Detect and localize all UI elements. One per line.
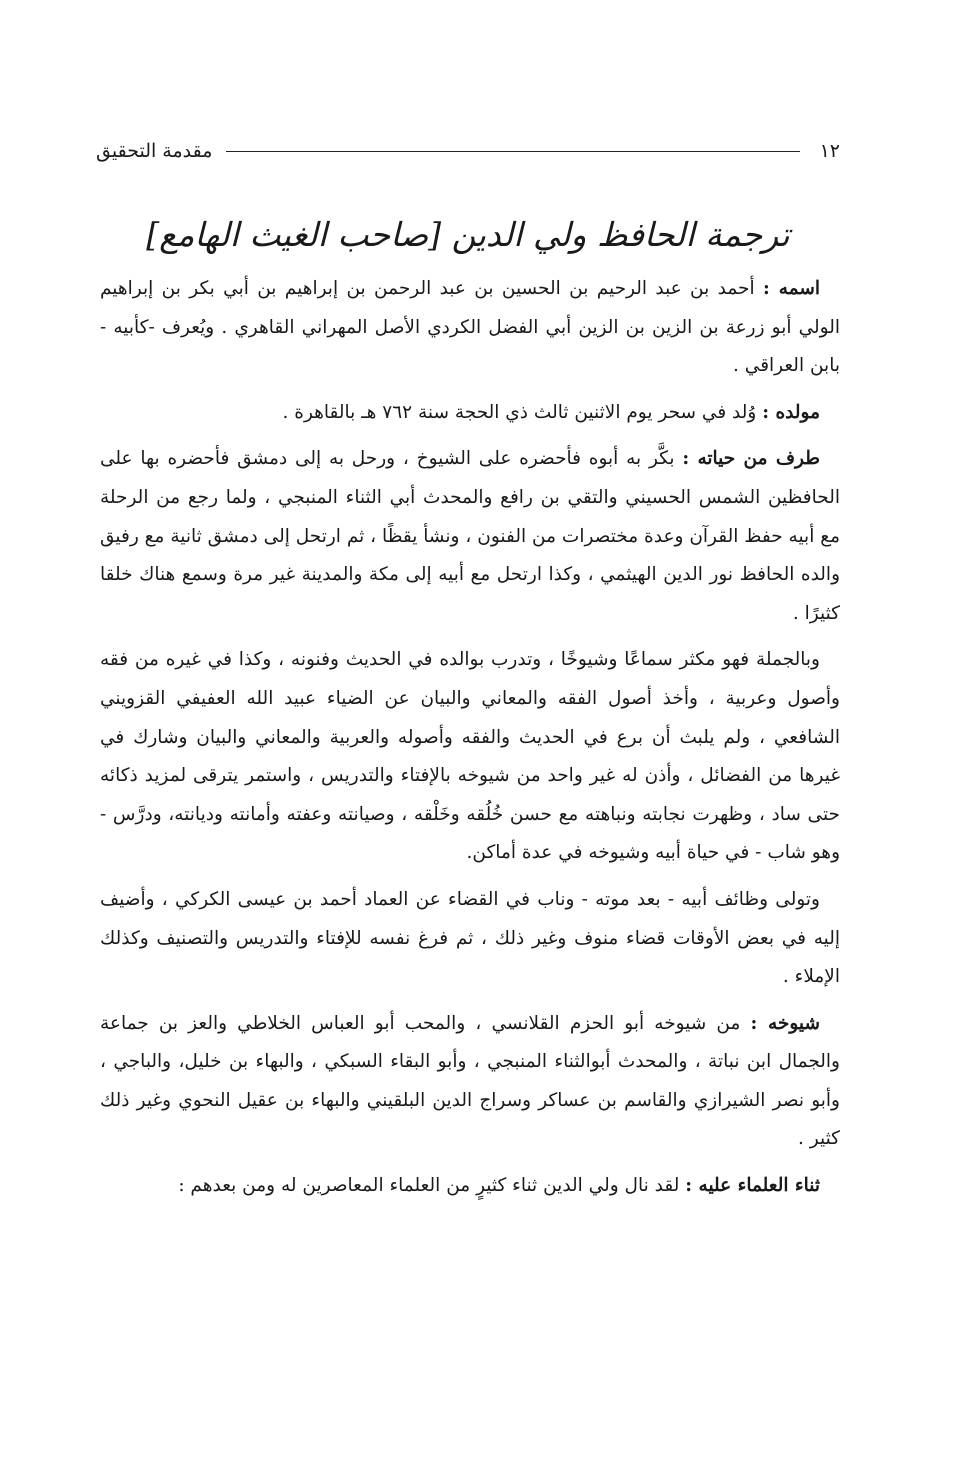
paragraph-text: وتولى وظائف أبيه - بعد موته - وناب في القضاء عن العماد أحمد بن عيسى الكركي ، وأضيف إليه في بعض الأوقات قضاء منوف وغير ذلك ، ثم فرغ نفسه للإفتاء والتدريس والتصنيف وكذلك الإملاء . (100, 888, 840, 988)
paragraph-text: من شيوخه أبو الحزم القلانسي ، والمحب أبو العباس الخلاطي والعز بن جماعة والجمال ابن نباتة ، والمحدث أبوالثناء المنبجي ، وأبو البقاء السبكي ، والبهاء بن خليل، والباجي ، وأبو نصر الشيرازي والقاسم بن عساكر وسراج الدين البلقيني والبهاء بن عقيل النحوي وغير ذلك كثير . (100, 1012, 840, 1150)
paragraph-offices (100, 881, 840, 997)
paragraph-text: وُلد في سحر يوم الاثنين ثالث ذي الحجة سنة ٧٦٢ هـ بالقاهرة . (282, 401, 763, 423)
paragraph-life (100, 440, 840, 633)
paragraph-lead: مولده : (762, 401, 820, 423)
paragraph-lead: اسمه : (762, 278, 820, 299)
body-text (100, 270, 840, 1214)
paragraph-lead: ثناء العلماء عليه : (685, 1175, 820, 1197)
paragraph-lead: طرف من حياته : (682, 448, 820, 470)
paragraph-text: أحمد بن عبد الرحيم بن الحسين بن عبد الرحمن بن إبراهيم بن أبي بكر بن إبراهيم الولي أبو زرعة بن الزين بن الزين أبي الفضل الكردي الأصل المهراني القاهري . ويُعرف -كأبيه - بابن العراقي . (100, 278, 840, 377)
header-rule (226, 151, 799, 152)
paragraph-birth (100, 394, 840, 433)
paragraph-teachers (100, 1005, 840, 1159)
paragraph-text: وبالجملة فهو مكثر سماعًا وشيوخًا ، وتدرب بوالده في الحديث وفنونه ، وكذا في غيره من فقه وأصول وعربية ، وأخذ أصول الفقه والمعاني والبيان عن الضياء عبيد الله العفيفي القزويني الشافعي ، ولم يلبث أن برع في الحديث والفقه وأصوله والعربية والمعاني والبيان وشارك في غيرها من الفضائل ، وأذن له غير واحد من شيوخه بالإفتاء والتدريس ، واستمر يترقى لمزيد ذكائه حتى ساد ، وظهرت نجابته ونباهته مع حسن خُلُقه وخَلْقه ، وصيانته وعفته وأمانته وديانته، ودرَّس - وهو شاب - في حياة أبيه وشيوخه في عدة أماكن. (100, 649, 840, 864)
paragraph-text: بكَّر به أبوه فأحضره على الشيوخ ، ورحل به إلى دمشق فأحضره بها على الحافظين الشمس الحسيني والتقي بن رافع والمحدث أبي الثناء المنبجي ، ولما رجع من الرحلة مع أبيه حفظ القرآن وعدة مختصرات من الفنون ، ونشأ يقظًا ، ثم ارتحل إلى دمشق ثانية مع رفيق والده الحافظ نور الدين الهيثمي ، وكذا ارتحل مع أبيه إلى مكة والمدينة غير مرة وسمع هناك خلقا كثيرًا . (100, 448, 840, 624)
page-number: ١٢ (819, 140, 840, 162)
chapter-title: ترجمة الحافظ ولي الدين [صاحب الغيث الهامع] (146, 215, 790, 254)
paragraph-text: لقد نال ولي الدين ثناء كثيرٍ من العلماء المعاصرين له ومن بعدهم : (178, 1175, 686, 1197)
paragraph-lead: شيوخه : (750, 1012, 820, 1034)
running-head (96, 136, 840, 166)
section-name: مقدمة التحقيق (96, 140, 213, 162)
paragraph-summary (100, 641, 840, 873)
paragraph-name (100, 270, 840, 386)
paragraph-praise (100, 1167, 840, 1206)
